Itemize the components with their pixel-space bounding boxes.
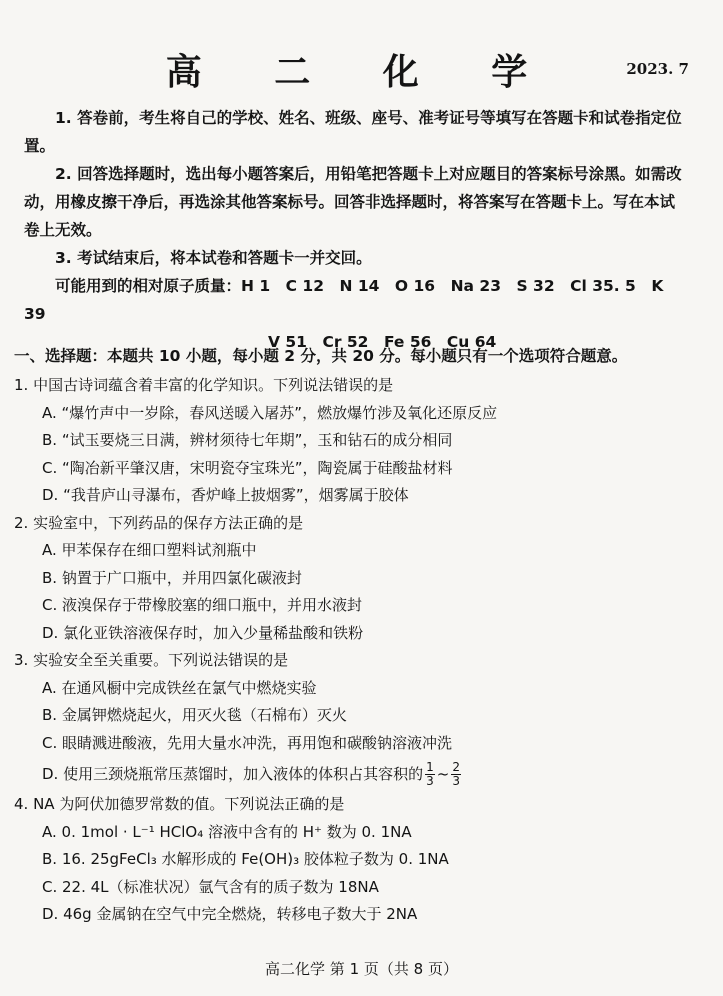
question-1 [14,372,704,510]
page-title: 高 二 化 学 [165,52,558,93]
instructions [24,104,690,356]
exam-date: 2023. 7 [626,60,689,78]
option-c: C. 22. 4L（标准状况）氩气含有的质子数为 18NA [42,877,379,896]
option-d [14,757,704,791]
fraction-denominator: 3 [426,774,434,788]
option-b: B. 钠置于广口瓶中，并用四氯化碳液封 [42,568,302,587]
question-stem: 1. 中国古诗词蕴含着丰富的化学知识。下列说法错误的是 [14,376,394,394]
fraction-two-thirds [451,761,461,788]
page-footer: 高二化学 第 1 页（共 8 页） [265,960,458,978]
option-d-text: D. 使用三颈烧瓶常压蒸馏时，加入液体的体积占其容积的 [42,765,424,783]
instruction-2: 2. 回答选择题时，选出每小题答案后，用铅笔把答题卡上对应题目的答案标号涂黑。如需改动，用橡皮擦干净后，再选涂其他答案标号。回答非选择题时，将答案写在答题卡上。写在本试卷上无效。 [24,165,682,239]
option-d: D. 氯化亚铁溶液保存时，加入少量稀盐酸和铁粉 [42,623,364,642]
option-d: D. “我昔庐山寻瀑布，香炉峰上披烟雾”，烟雾属于胶体 [42,486,409,504]
question-stem: 2. 实验室中，下列药品的保存方法正确的是 [14,513,304,532]
option-b: B. 16. 25gFeCl₃ 水解形成的 Fe(OH)₃ 胶体粒子数为 0. 1NA [42,850,449,868]
question-2 [14,510,704,648]
option-a: A. “爆竹声中一岁除，春风送暖入屠苏”，燃放爆竹涉及氧化还原反应 [42,403,498,422]
atomic-mass-line2: V 51 Cr 52 Fe 56 Cu 64 [268,333,497,351]
option-c: C. 液溴保存于带橡胶塞的细口瓶中，并用水液封 [42,596,363,614]
tilde: ~ [436,765,450,783]
section-heading: 一、选择题：本题共 10 小题，每小题 2 分，共 20 分。每小题只有一个选项符合题意。 [14,347,628,365]
option-d: D. 46g 金属钠在空气中完全燃烧，转移电子数大于 2NA [42,905,418,923]
fraction-numerator: 1 [426,760,434,774]
fraction-one-third [425,761,435,788]
option-c: C. 眼睛溅进酸液，先用大量水冲洗，再用饱和碳酸钠溶液冲洗 [42,733,453,752]
instruction-3: 3. 考试结束后，将本试卷和答题卡一并交回。 [55,249,372,267]
fraction-denominator: 3 [452,774,460,788]
option-a: A. 在通风橱中完成铁丝在氯气中燃烧实验 [42,678,317,697]
question-stem: 4. NA 为阿伏加德罗常数的值。下列说法正确的是 [14,795,345,813]
option-b: B. 金属钾燃烧起火，用灭火毯（石棉布）灭火 [42,706,347,724]
fraction-numerator: 2 [452,760,460,774]
question-3 [14,647,704,791]
question-4 [14,791,704,929]
instruction-1: 1. 答卷前，考生将自己的学校、姓名、班级、座号、准考证号等填写在答题卡和试卷指定位置。 [24,109,682,155]
option-b: B. “试玉要烧三日满，辨材须待七年期”，玉和钻石的成分相同 [42,431,453,449]
atomic-mass-line1: 可能用到的相对原子质量：H 1 C 12 N 14 O 16 Na 23 S 32 Cl 35. 5 K 39 [24,277,664,323]
option-c: C. “陶冶新平肇汉唐，宋明瓷夺宝珠光”，陶瓷属于硅酸盐材料 [42,458,453,477]
question-stem: 3. 实验安全至关重要。下列说法错误的是 [14,651,289,669]
option-a: A. 0. 1mol · L⁻¹ HClO₄ 溶液中含有的 H⁺ 数为 0. 1NA [42,822,412,841]
option-a: A. 甲苯保存在细口塑料试剂瓶中 [42,541,257,559]
question-list [14,372,704,929]
